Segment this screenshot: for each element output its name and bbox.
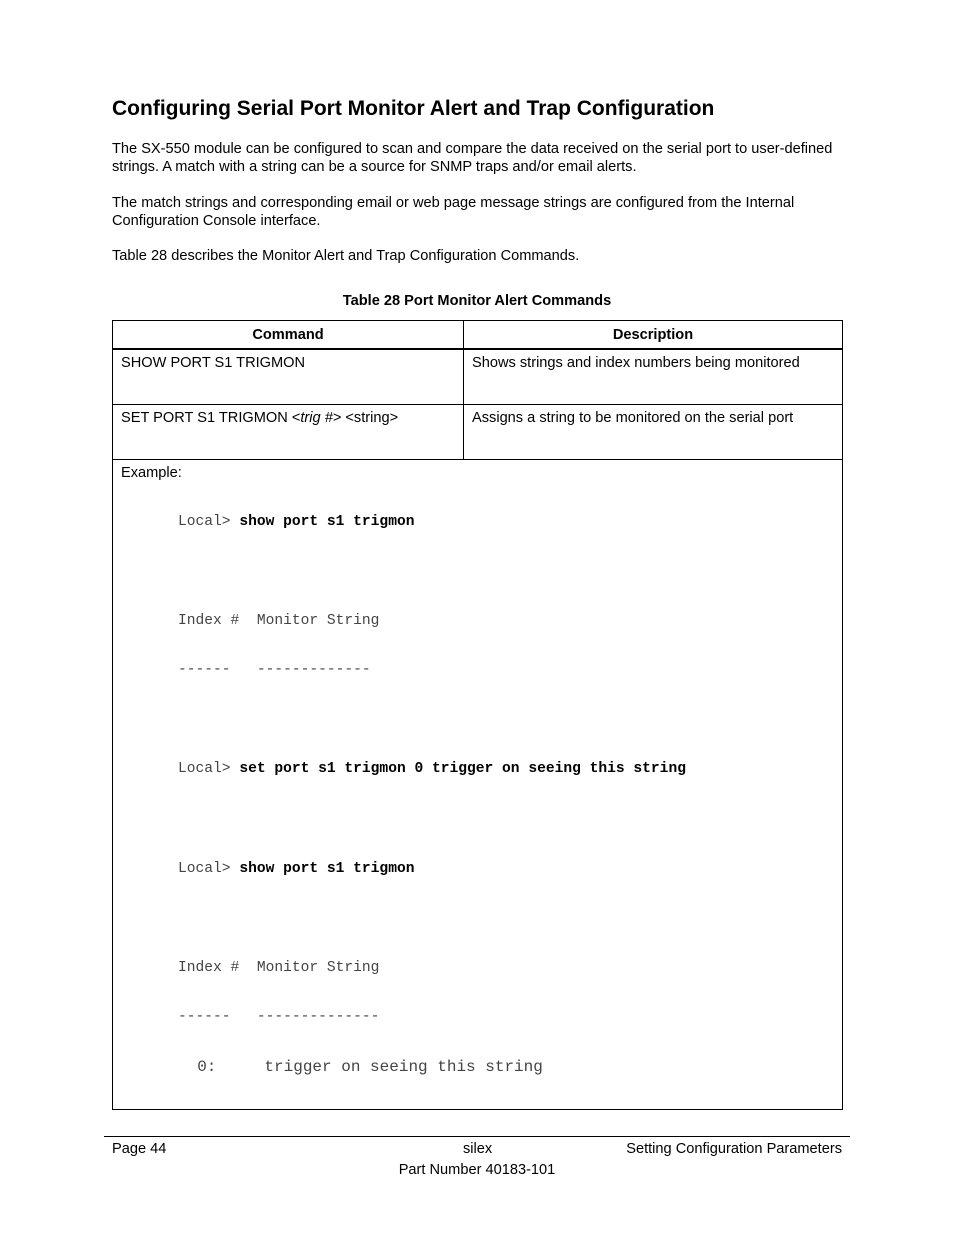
commands-table xyxy=(112,320,843,1110)
code-line xyxy=(178,514,834,532)
command-cell xyxy=(113,404,464,459)
example-row xyxy=(113,459,843,1109)
footer-center: silex xyxy=(463,1141,493,1157)
table-caption: Table 28 Port Monitor Alert Commands xyxy=(342,293,612,309)
description-cell: Assigns a string to be monitored on the serial port xyxy=(464,404,843,459)
footer-divider xyxy=(104,1136,850,1137)
code-line: 0: trigger on seeing this string xyxy=(178,1058,543,1077)
command-text: SET PORT S1 TRIGMON < xyxy=(121,409,301,426)
example-label: Example: xyxy=(121,464,182,481)
footer-part-number: Part Number 40183-101 xyxy=(398,1162,556,1178)
section-heading: Configuring Serial Port Monitor Alert and Trap Configuration xyxy=(112,97,715,120)
command: set port s1 trigmon 0 trigger on seeing this string xyxy=(239,761,686,778)
header-command: Command xyxy=(113,321,464,350)
code-line xyxy=(178,761,834,779)
table-row xyxy=(113,404,843,459)
table-reference-paragraph: Table 28 describes the Monitor Alert and Trap Configuration Commands. xyxy=(112,248,580,264)
example-cell xyxy=(113,459,843,1109)
prompt: Local> xyxy=(178,860,231,877)
example-code xyxy=(121,482,834,1109)
command-text: > <string> xyxy=(332,409,399,426)
code-line: ------ ------------- xyxy=(178,662,371,679)
table-row xyxy=(113,349,843,404)
command-cell: SHOW PORT S1 TRIGMON xyxy=(113,349,464,404)
description-cell: Shows strings and index numbers being monitored xyxy=(464,349,843,404)
command: show port s1 trigmon xyxy=(239,860,415,877)
config-paragraph: The match strings and corresponding email or web page message strings are configured from the Internal Configuration Console interface. xyxy=(112,195,795,229)
code-line: Index # Monitor String xyxy=(178,612,380,629)
code-line: Index # Monitor String xyxy=(178,959,380,976)
intro-paragraph: The SX-550 module can be configured to scan and compare the data received on the serial port to user-defined strings. A match with a string can be a source for SNMP traps and/or email alerts. xyxy=(112,141,833,175)
footer-page-number: Page 44 xyxy=(112,1141,167,1157)
table-header-row xyxy=(113,321,843,350)
header-description: Description xyxy=(464,321,843,350)
code-line xyxy=(178,861,834,879)
command: show port s1 trigmon xyxy=(239,513,415,530)
command-param: trig # xyxy=(300,409,333,426)
prompt: Local> xyxy=(178,513,231,530)
code-line: ------ -------------- xyxy=(178,1009,380,1026)
footer-section: Setting Configuration Parameters xyxy=(626,1141,842,1157)
prompt: Local> xyxy=(178,761,231,778)
